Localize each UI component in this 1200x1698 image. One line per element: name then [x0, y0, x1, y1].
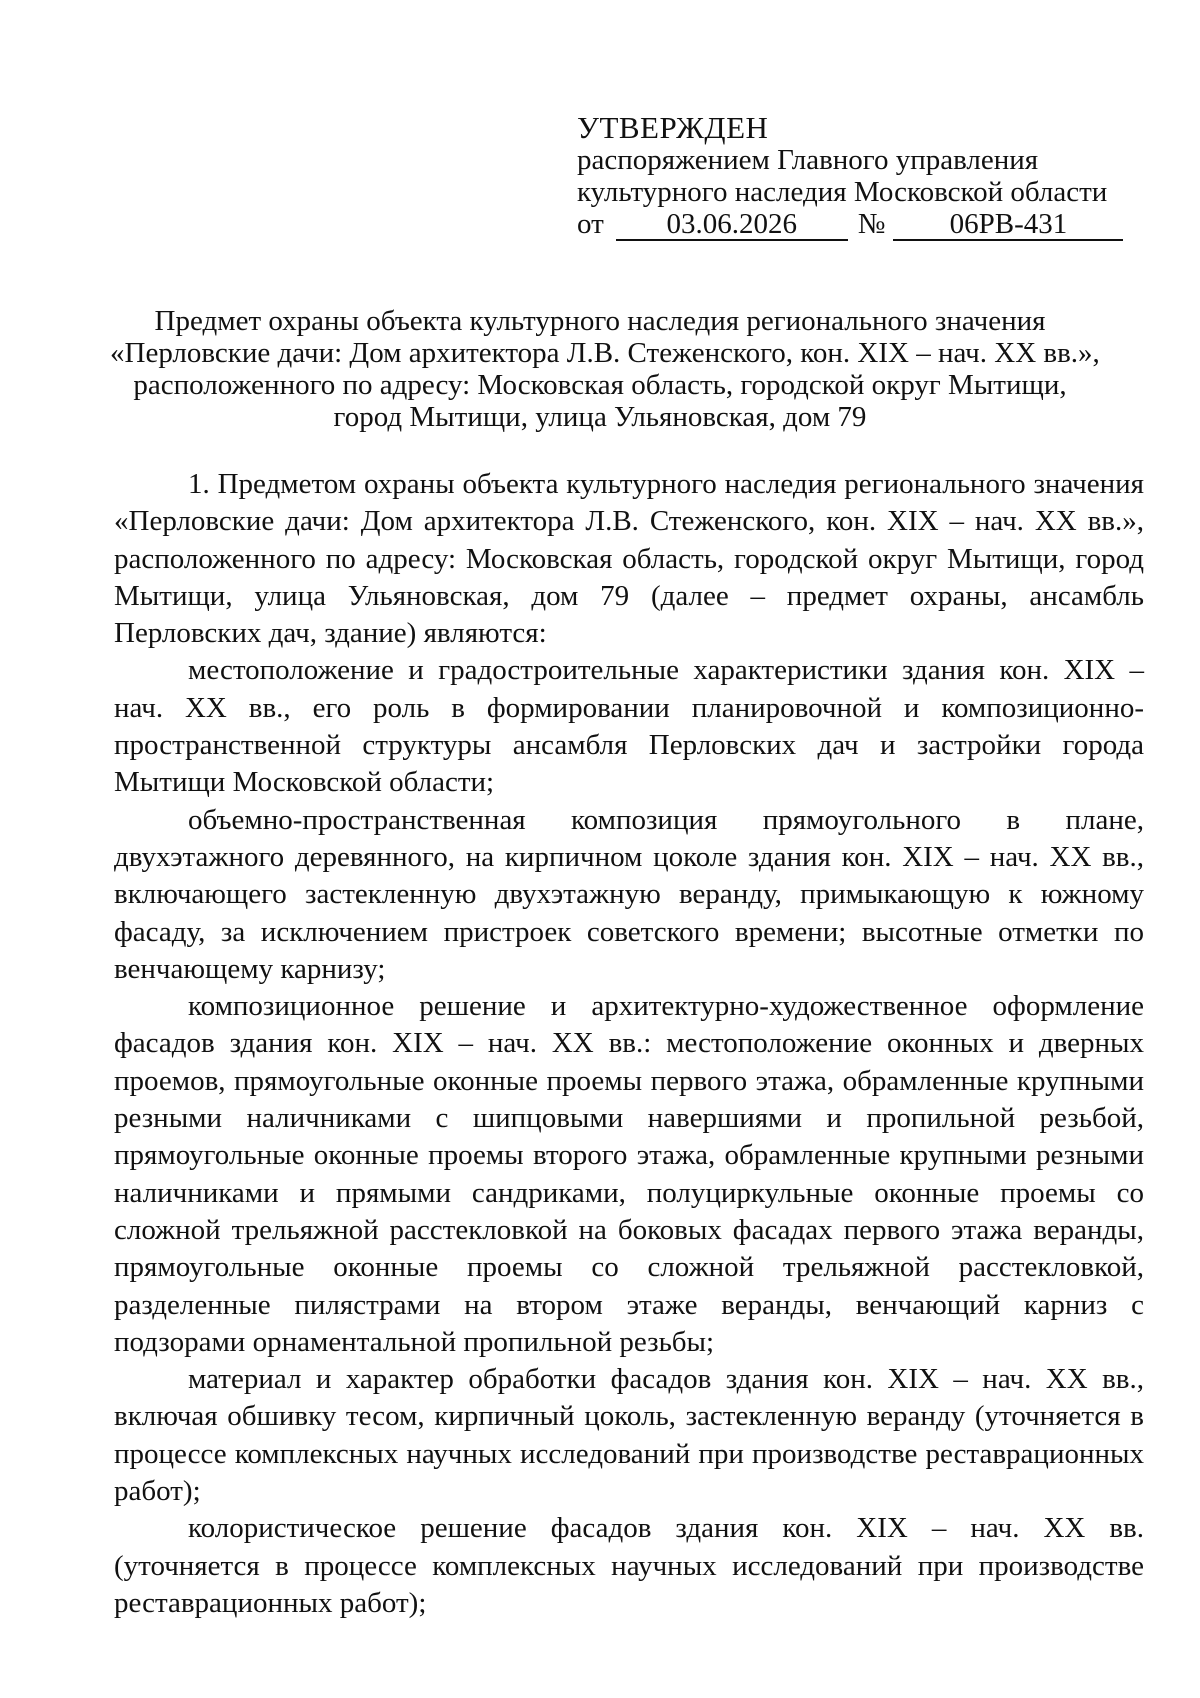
- approval-line-1: распоряжением Главного управления: [577, 144, 1039, 176]
- number-sign: №: [857, 208, 886, 240]
- paragraph-2: местоположение и градостроительные характеристики здания кон. XIX – нач. XX вв., его роль в формировании планировочной и композиционно-пространственной структуры ансамбля Перловских дач и застройки города Мытищи Московской области;: [114, 654, 1144, 799]
- paragraph-6: колористическое решение фасадов здания кон. XIX – нач. XX вв. (уточняется в процессе комплексных научных исследований при производстве реставрационных работ);: [114, 1512, 1144, 1619]
- paragraph-3: объемно-пространственная композиция прямоугольного в плане, двухэтажного деревянного, на кирпичном цоколе здания кон. XIX – нач. XX вв., включающего застекленную двухэтажную веранду, примыкающую к южному фасаду, за исключением пристроек советского времени; высотные отметки по венчающему карнизу;: [114, 803, 1144, 985]
- paragraph-5: материал и характер обработки фасадов здания кон. XIX – нач. XX вв., включая обшивку тесом, кирпичный цоколь, застекленную веранду (уточняется в процессе комплексных научных исследований при производстве реставрационных работ);: [114, 1363, 1144, 1508]
- title-line-2: «Перловские дачи: Дом архитектора Л.В. Стеженского, кон. XIX – нач. XX вв.»,: [110, 337, 1100, 369]
- from-label: от: [577, 208, 604, 240]
- document-title: [110, 305, 1100, 433]
- paragraph-4: композиционное решение и архитектурно-художественное оформление фасадов здания кон. XIX – нач. XX вв.: местоположение оконных и дверных проемов, прямоугольные оконные проемы первого этажа, обрамленные крупными резными наличниками с шипцовыми навершиями и пропильной резьбой, прямоугольные оконные проемы второго этажа, обрамленные крупными резными наличниками и прямыми сандриками, полуциркульные оконные проемы со сложной трельяжной расстекловкой на боковых фасадах первого этажа веранды, прямоугольные оконные проемы со сложной трельяжной расстекловкой, разделенные пилястрами на втором этаже веранды, венчающий карниз с подзорами орнаментальной пропильной резьбы;: [114, 990, 1144, 1358]
- approval-date: 03.06.2026: [616, 209, 848, 241]
- title-line-4: город Мытищи, улица Ульяновская, дом 79: [333, 401, 867, 433]
- title-line-1: Предмет охраны объекта культурного наследия регионального значения: [154, 305, 1046, 337]
- title-line-3: расположенного по адресу: Московская область, городской округ Мытищи,: [133, 369, 1067, 401]
- approval-number: 06РВ-431: [893, 209, 1123, 241]
- paragraph-1: 1. Предметом охраны объекта культурного наследия регионального значения «Перловские дачи: Дом архитектора Л.В. Стеженского, кон. XIX – нач. XX вв.», расположенного по адресу: Московская область, городской округ Мытищи, город Мытищи, улица Ульяновская, дом 79 (далее – предмет охраны, ансамбль Перловских дач, здание) являются:: [114, 468, 1144, 650]
- document-body: [114, 466, 1144, 1622]
- approval-block: [577, 112, 1137, 241]
- approval-line-2: культурного наследия Московской области: [577, 176, 1108, 208]
- approval-date-line: [577, 208, 1137, 241]
- approved-heading: УТВЕРЖДЕН: [577, 110, 769, 145]
